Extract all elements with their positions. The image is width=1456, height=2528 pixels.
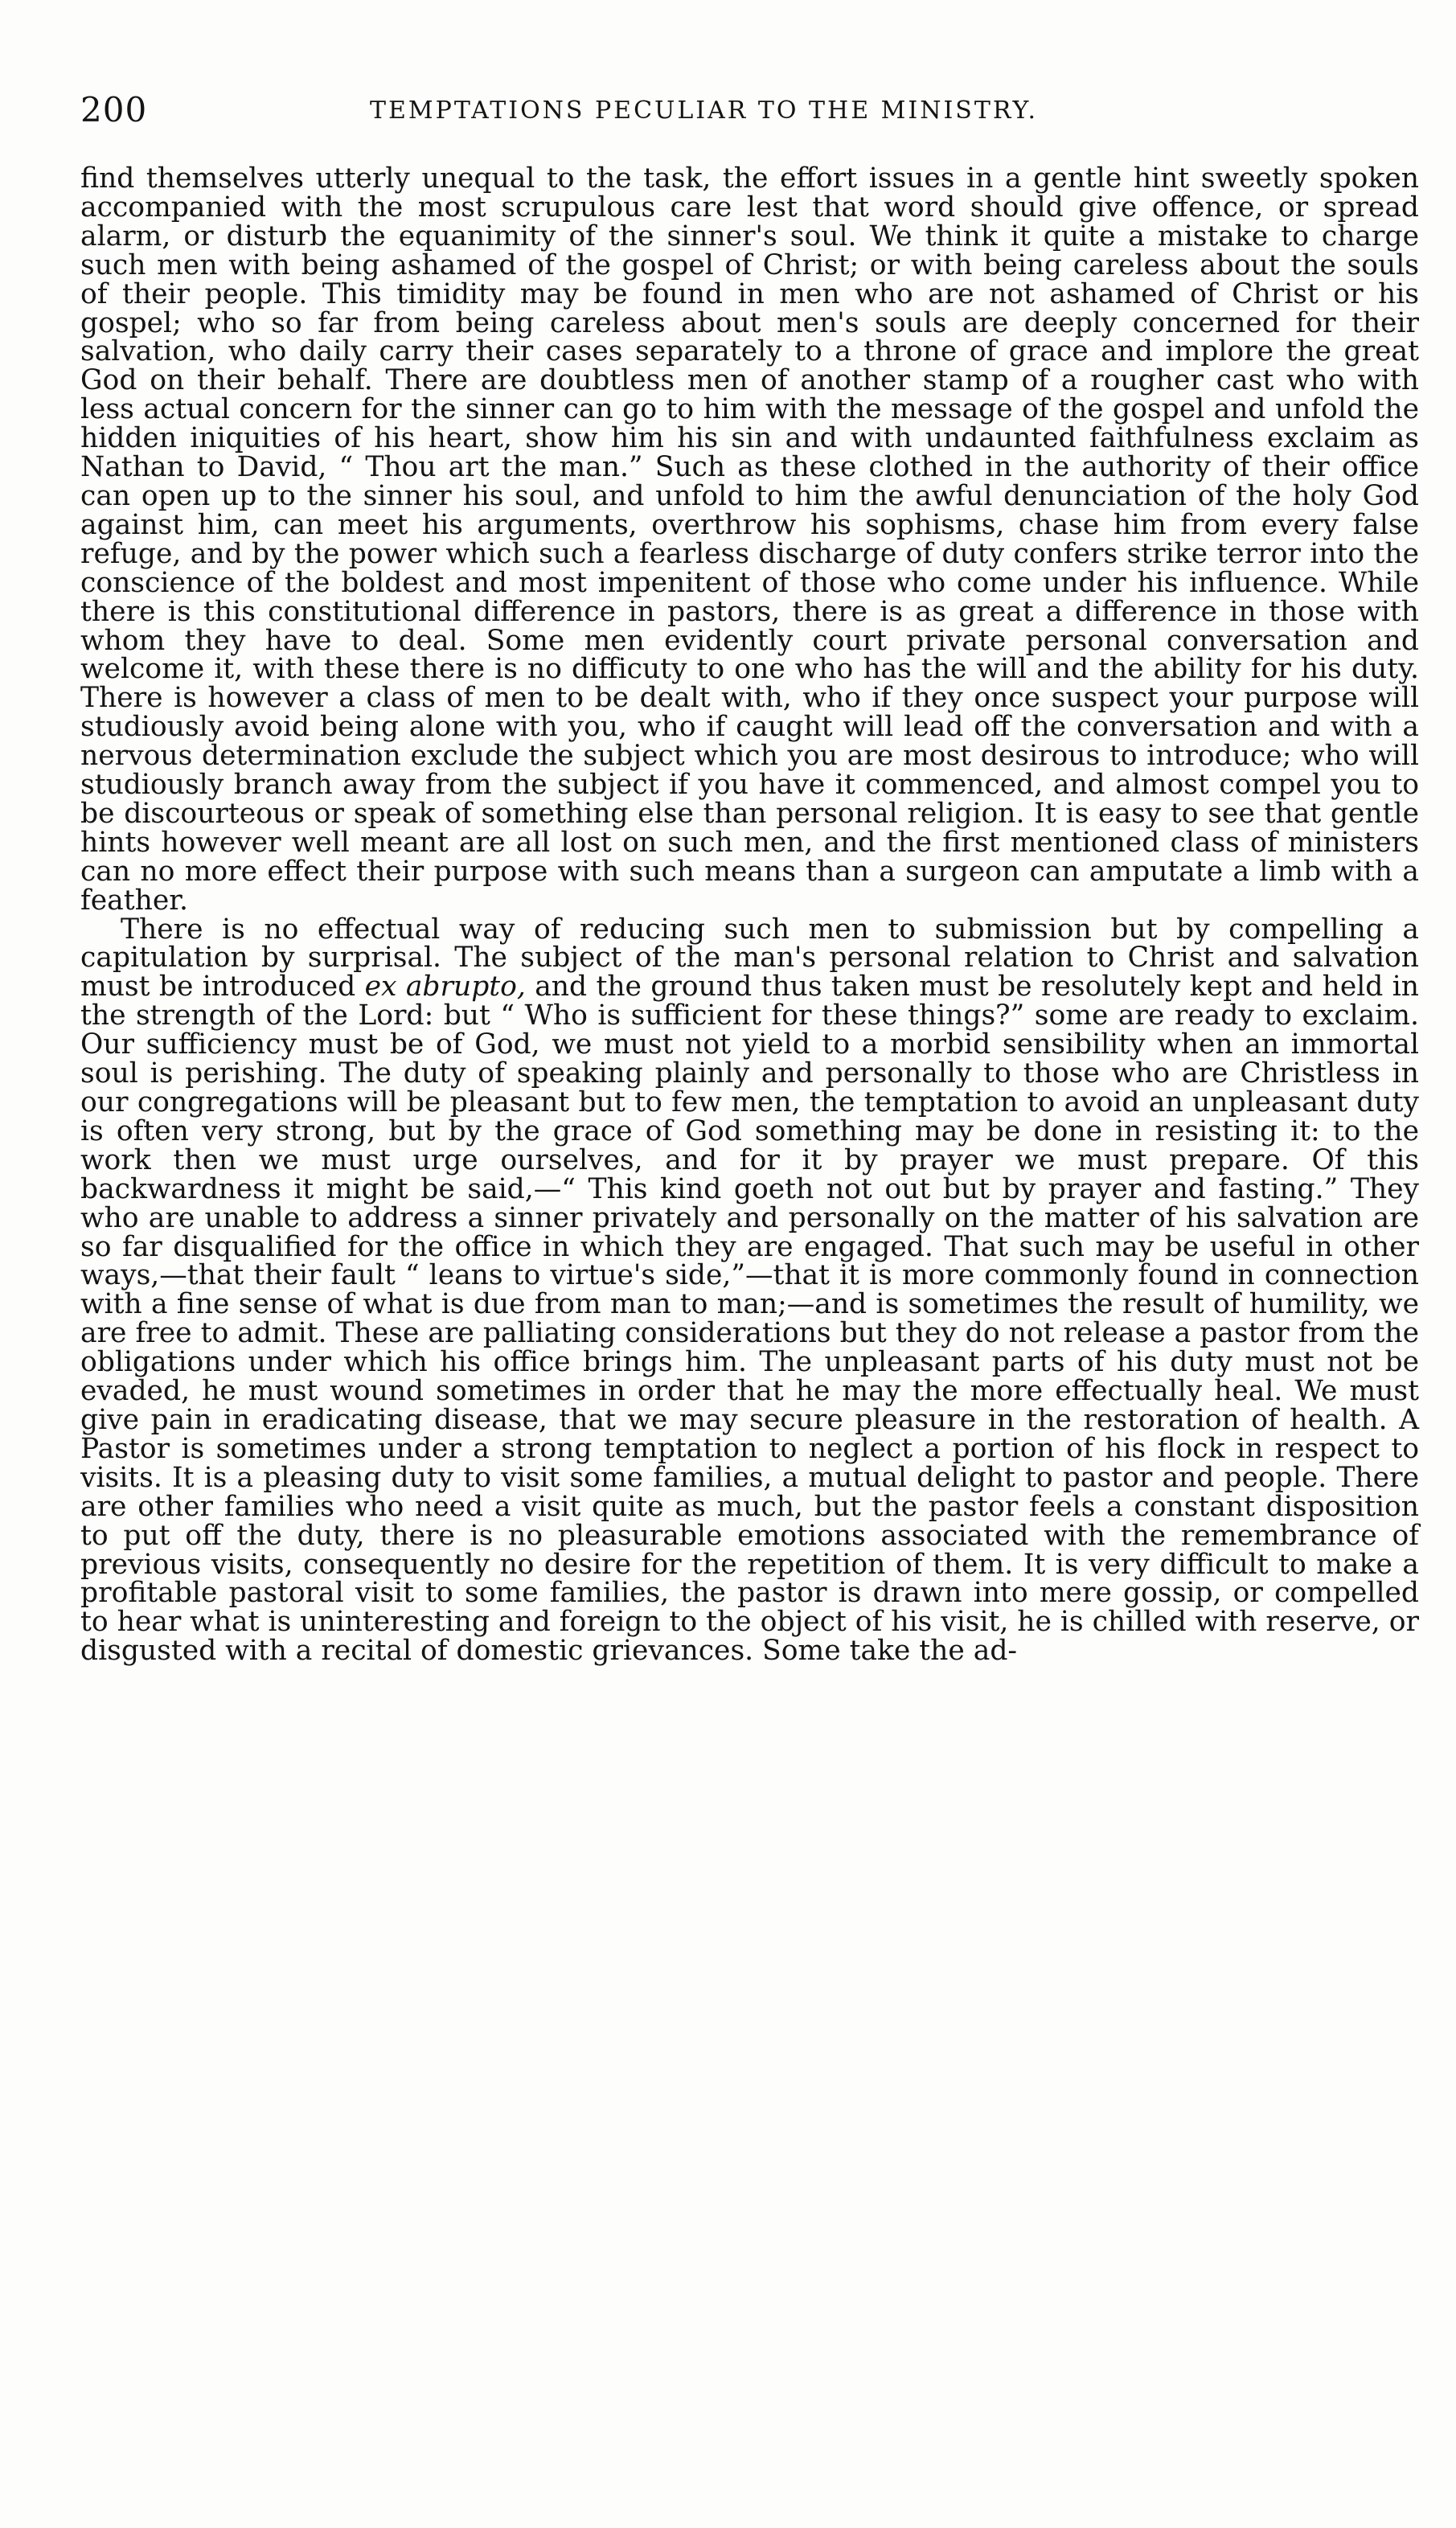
paragraph-2-text-a: There is no effectual way of reducing such men to submission but by compelling a capitulation by surprisal. The subject of the man's personal relation to Christ and salvation must be introduced [80,913,1419,1003]
paragraph-2 [80,913,1419,1668]
italic-phrase: ex abrupto, [364,971,526,1003]
page-header [80,90,1415,146]
paragraph-1: find themselves utterly unequal to the task, the effort issues in a gentle hint sweetly spoken accompanied with the most scrupulous care lest that word should give offence, or spread alarm, or disturb the equanimity of the sinner's soul. We think it quite a mistake to charge such men with being ashamed of the gospel of Christ; or with being careless about the souls of their people. This timidity may be found in men who are not ashamed of Christ or his gospel; who so far from being careless about men's souls are deeply concerned for their salvation, who daily carry their cases separately to a throne of grace and implore the great God on their behalf. There are doubtless men of another stamp of a rougher cast who with less actual concern for the sinner can go to him with the message of the gospel and unfold the hidden iniquities of his heart, show him his sin and with undaunted faithfulness exclaim as Nathan to David, “ Thou art the man.” Such as these clothed in the authority of their office can open up to the sinner his soul, and unfold to him the awful denunciation of the holy God against him, can meet his arguments, overthrow his sophisms, chase him from every false refuge, and by the power which such a fearless discharge of duty confers strike terror into the conscience of the boldest and most impenitent of those who come under his influence. While there is this constitutional difference in pastors, there is as great a difference in those with whom they have to deal. Some men evidently court private personal conversation and welcome it, with these there is no difficuty to one who has the will and the ability for his duty. There is however a class of men to be dealt with, who if they once suspect your purpose will studiously avoid being alone with you, who if caught will lead off the conversation and with a nervous determination exclude the subject which you are most desirous to introduce; who will studiously branch away from the subject if you have it commenced, and almost compel you to be discourteous or speak of something else than personal religion. It is easy to see that gentle hints however well meant are all lost on such men, and the first mentioned class of ministers can no more effect their purpose with such means than a surgeon can amputate a limb with a feather. [80,162,1419,917]
page-number: 200 [80,90,148,129]
body-text [80,162,1419,1668]
running-title: TEMPTATIONS PECULIAR TO THE MINISTRY. [370,96,1038,125]
paragraph-2-text-b: and the ground thus taken must be resolutely kept and held in the strength of the Lord: but “ Who is sufficient for these things?” some are ready to exclaim. Our sufficiency must be of God, we must not yield to a morbid sensibility when an immortal soul is perishing. The duty of speaking plainly and personally to those who are Christless in our congregations will be pleasant but to few men, the temptation to avoid an unpleasant duty is often very strong, but by the grace of God something may be done in resisting it: to the work then we must urge ourselves, and for it by prayer we must prepare. Of this backwardness it might be said,—“ This kind goeth not out but by prayer and fasting.” They who are unable to address a sinner privately and personally on the matter of his salvation are so far disqualified for the office in which they are engaged. That such may be useful in other ways,—that their fault “ leans to virtue's side,”—that it is more commonly found in connection with a fine sense of what is due from man to man;—and is sometimes the result of humility, we are free to admit. These are palliating considerations but they do not release a pastor from the obligations under which his office brings him. The unpleasant parts of his duty must not be evaded, he must wound sometimes in order that he may the more effectually heal. We must give pain in eradicating disease, that we may secure pleasure in the restoration of health. A Pastor is sometimes under a strong temptation to neglect a portion of his flock in respect to visits. It is a pleasing duty to visit some families, a mutual delight to pastor and people. There are other families who need a visit quite as much, but the pastor feels a constant disposition to put off the duty, there is no pleasurable emotions associated with the remembrance of previous visits, consequently no desire for the repetition of them. It is very difficult to make a profitable pastoral visit to some families, the pastor is drawn into mere gossip, or compelled to hear what is uninteresting and foreign to the object of his visit, he is chilled with reserve, or disgusted with a recital of domestic grievances. Some take the ad- [80,971,1419,1668]
